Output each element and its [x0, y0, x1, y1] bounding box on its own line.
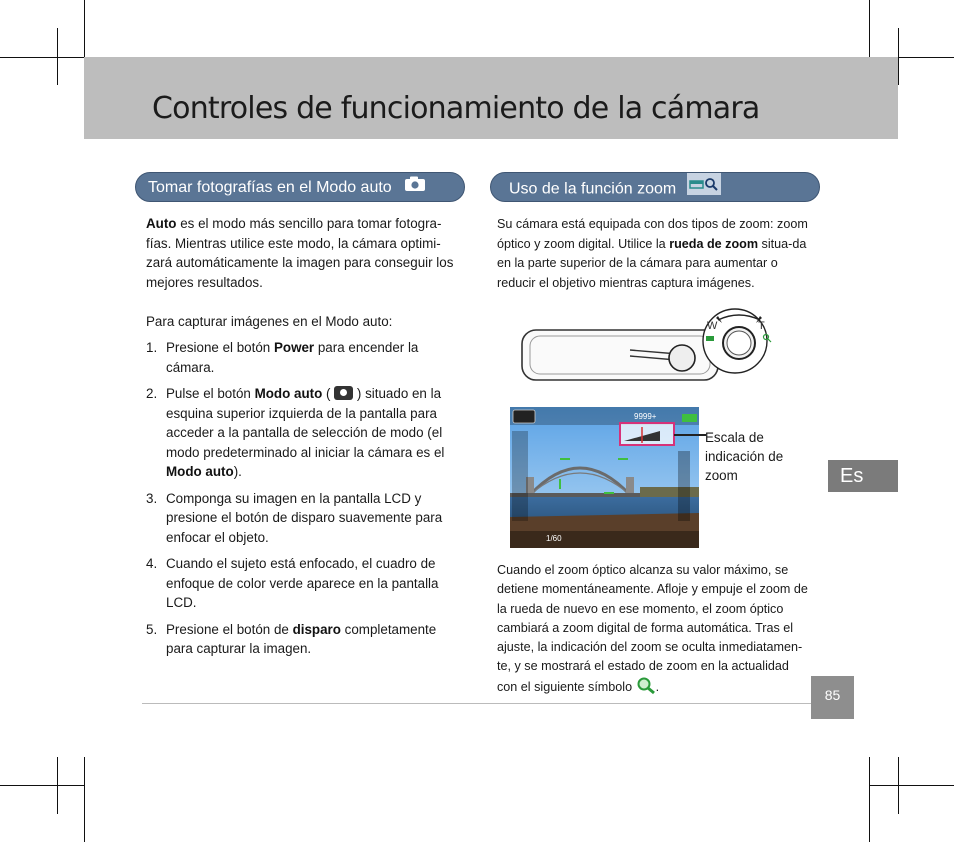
callout-line	[674, 434, 706, 436]
lcd-screen-photo	[510, 407, 699, 548]
crop-mark	[869, 757, 870, 842]
footer-rule	[142, 703, 812, 704]
auto-mode-steps	[146, 338, 458, 659]
list-item: 3. Componga su imagen en la pantalla LCD y presione el botón de disparo suavemente para enfocar el objeto.	[146, 490, 443, 545]
shots-remaining: 9999+	[634, 412, 657, 421]
dial-wide-label: W	[707, 320, 718, 332]
auto-mode-lead: Para capturar imágenes en el Modo auto:	[146, 313, 393, 329]
dial-tele-label: T	[758, 320, 765, 332]
list-item: 4. Cuando el sujeto está enfocado, el cuadro de enfoque de color verde aparece en la pantalla LCD.	[146, 556, 439, 610]
list-item: 2. Pulse el botón Modo auto ( ) situado en la esquina superior izquierda de la pantalla para acceder a la pantalla de selección de modo (el modo predeterminado al iniciar la cámara es el Modo auto).	[146, 386, 445, 479]
section-header-label: Uso de la función zoom	[509, 180, 677, 198]
magnifier-icon	[636, 677, 656, 701]
camera-top-illustration	[520, 306, 780, 386]
section-header-label: Tomar fotografías en el Modo auto	[148, 179, 392, 197]
page-title: Controles de funcionamiento de la cámara	[152, 91, 760, 126]
camera-icon	[404, 173, 426, 203]
zoom-body: Cuando el zoom óptico alcanza su valor máximo, se detiene momentáneamente. Afloje y empuje el zoom de la rueda de nuevo en ese momento, el zoom óptico cambiará a zoom digital de forma automática. Tras el ajuste, la indicación del zoom se oculta inmediatamen-te, y se mostrará el estado de zoom en la actualidad con el siguiente símbolo .	[497, 561, 811, 701]
left-column	[146, 214, 458, 666]
crop-mark	[28, 57, 85, 58]
section-header-zoom	[490, 172, 820, 202]
page-number: 85	[811, 676, 854, 719]
language-tab: Es	[828, 460, 898, 492]
camera-icon	[334, 386, 353, 400]
auto-mode-intro: Auto es el modo más sencillo para tomar fotogra-fías. Mientras utilice este modo, la cámara optimi-zará automáticamente la imagen para conseguir los mejores resultados.	[146, 216, 454, 290]
crop-mark	[84, 757, 85, 842]
section-header-auto-mode	[135, 172, 465, 202]
list-item: 1. Presione el botón Power para encender la cámara.	[146, 340, 419, 375]
zoom-scale-callout: Escala de indicación de zoom	[705, 430, 784, 483]
crop-mark	[0, 785, 85, 786]
crop-mark	[870, 785, 954, 786]
list-item: 5. Presione el botón de disparo completamente para capturar la imagen.	[146, 621, 437, 656]
zoom-intro: Su cámara está equipada con dos tipos de zoom: zoom óptico y zoom digital. Utilice la rueda de zoom situa-da en la parte superior de la cámara para aumentar o reducir el objetivo mientras captura imágenes.	[497, 217, 808, 290]
shutter-speed: 1/60	[546, 534, 562, 543]
zoom-icon	[687, 173, 721, 206]
title-band	[84, 57, 898, 139]
